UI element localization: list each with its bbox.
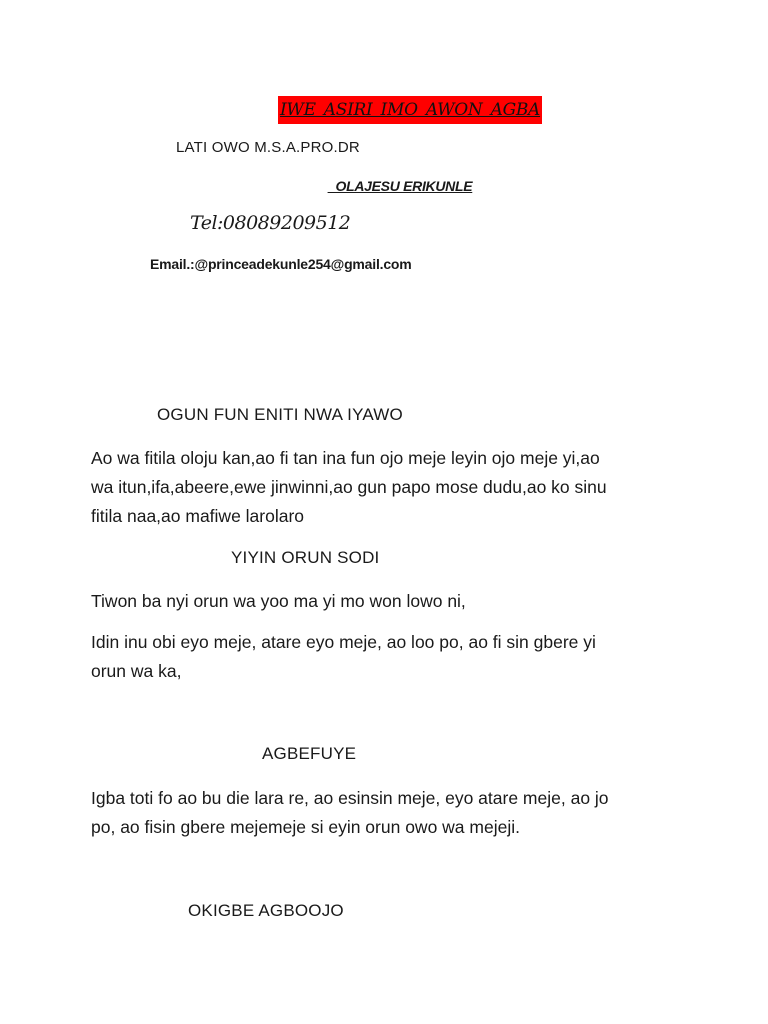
text-line: wa itun,ifa,abeere,ewe jinwinni,ao gun papo mose dudu,ao ko sinu xyxy=(91,477,607,497)
text-line: Ao wa fitila oloju kan,ao fi tan ina fun ojo meje leyin ojo meje yi,ao xyxy=(91,448,600,468)
byline: LATI OWO M.S.A.PRO.DR xyxy=(176,139,360,156)
text-line: fitila naa,ao mafiwe larolaro xyxy=(91,506,305,526)
telephone: Tel:08089209512 xyxy=(190,212,351,234)
document-title: IWE ASIRI IMO AWON AGBA xyxy=(278,96,542,124)
section-heading-ogun: OGUN FUN ENITI NWA IYAWO xyxy=(157,405,403,424)
section-body-ogun xyxy=(91,444,691,531)
section-body-yiyin-1 xyxy=(91,587,691,616)
text-line: Idin inu obi eyo meje, atare eyo meje, ao loo po, ao fi sin gbere yi xyxy=(91,632,596,652)
email-address: Email.:@princeadekunle254@gmail.com xyxy=(150,256,412,272)
text-line: po, ao fisin gbere mejemeje si eyin orun owo wa mejeji. xyxy=(91,817,520,837)
section-body-yiyin-2 xyxy=(91,628,691,686)
section-heading-agbefuye: AGBEFUYE xyxy=(262,744,357,763)
text-line: orun wa ka, xyxy=(91,661,182,681)
section-heading-okigbe: OKIGBE AGBOOJO xyxy=(188,901,344,920)
author-name: _OLAJESU ERIKUNLE xyxy=(328,178,473,194)
text-line: Igba toti fo ao bu die lara re, ao esinsin meje, eyo atare meje, ao jo xyxy=(91,788,609,808)
section-body-agbefuye xyxy=(91,784,691,842)
section-heading-yiyin: YIYIN ORUN SODI xyxy=(231,548,380,567)
text-line: Tiwon ba nyi orun wa yoo ma yi mo won lowo ni, xyxy=(91,591,466,611)
